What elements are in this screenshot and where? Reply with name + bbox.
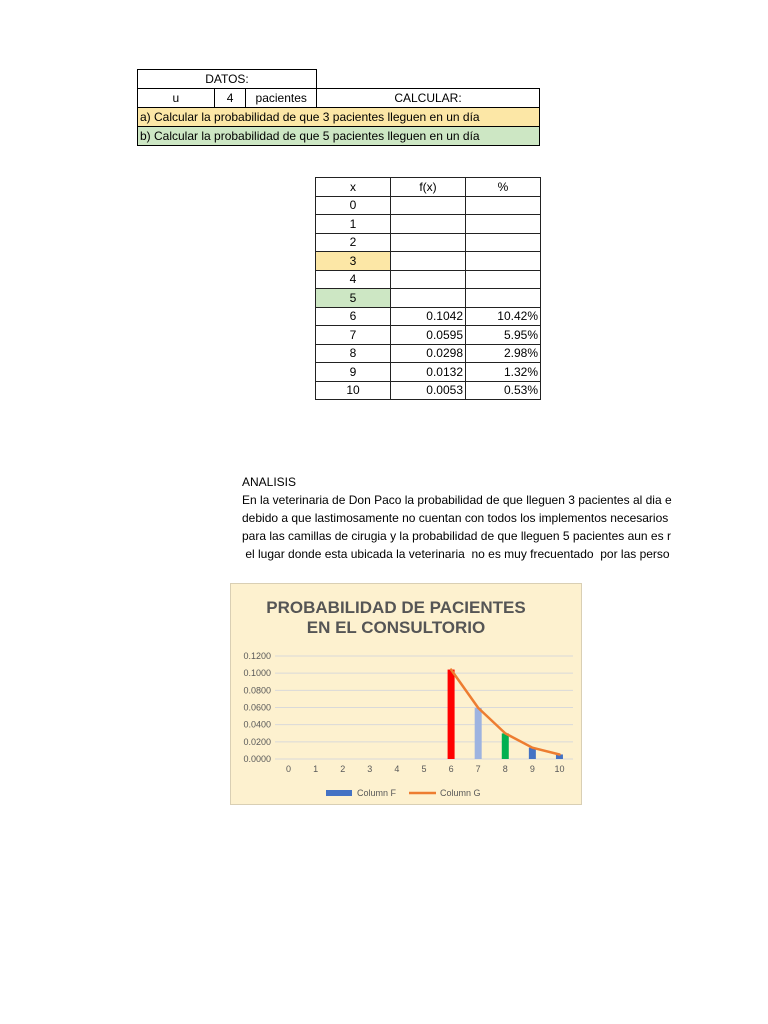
cell-fx[interactable] (391, 196, 466, 215)
probability-chart[interactable] (230, 583, 582, 805)
table-row (316, 252, 541, 271)
analysis-block (242, 473, 690, 563)
table-row (316, 270, 541, 289)
cell-fx[interactable]: 0.0053 (391, 381, 466, 400)
analysis-line[interactable]: para las camillas de cirugia y la probabilidad de que lleguen 5 pacientes aun es r (242, 529, 671, 543)
table-row (316, 344, 541, 363)
x-tick-label: 9 (529, 764, 535, 774)
var-unit-cell[interactable]: pacientes (246, 89, 317, 108)
cell-percent[interactable] (466, 270, 541, 289)
cell-fx[interactable] (391, 270, 466, 289)
cell-x[interactable]: 5 (316, 289, 391, 308)
x-tick-label: 6 (448, 764, 454, 774)
x-tick-label: 7 (475, 764, 481, 774)
table-row (316, 326, 541, 345)
bar (502, 733, 509, 759)
legend-label: Column G (440, 788, 481, 798)
x-tick-label: 0 (286, 764, 292, 774)
cell-x[interactable]: 1 (316, 215, 391, 234)
cell-percent[interactable] (466, 252, 541, 271)
cell-fx[interactable] (391, 289, 466, 308)
legend-swatch-bar (326, 790, 352, 796)
bar (475, 708, 482, 759)
x-tick-label: 5 (421, 764, 427, 774)
header-x[interactable]: x (316, 178, 391, 197)
y-tick-label: 0.0000 (243, 754, 271, 764)
task-a-cell[interactable]: a) Calcular la probabilidad de que 3 pacientes lleguen en un día (138, 108, 540, 127)
x-tick-label: 2 (340, 764, 346, 774)
y-tick-label: 0.1000 (243, 668, 271, 679)
y-tick-label: 0.0800 (243, 685, 271, 696)
analysis-line[interactable]: debido a que lastimosamente no cuentan con todos los implementos necesarios (242, 511, 669, 525)
cell-x[interactable]: 0 (316, 196, 391, 215)
cell-fx[interactable]: 0.1042 (391, 307, 466, 326)
cell-percent[interactable] (466, 233, 541, 252)
x-tick-label: 1 (313, 764, 319, 774)
cell-fx[interactable] (391, 233, 466, 252)
cell-x[interactable]: 4 (316, 270, 391, 289)
cell-percent[interactable] (466, 289, 541, 308)
cell-fx[interactable]: 0.0132 (391, 363, 466, 382)
analysis-line[interactable]: el lugar donde esta ubicada la veterinaria no es muy frecuentado por las perso (242, 547, 670, 561)
cell-x[interactable]: 7 (316, 326, 391, 345)
header-fx[interactable]: f(x) (391, 178, 466, 197)
table-row (316, 233, 541, 252)
analysis-heading[interactable]: ANALISIS (242, 475, 297, 489)
table-row (316, 307, 541, 326)
header-percent[interactable]: % (466, 178, 541, 197)
table-row (316, 196, 541, 215)
table-row (316, 381, 541, 400)
probability-table (315, 177, 541, 400)
var-label-cell[interactable]: u (138, 89, 215, 108)
datos-table (137, 69, 540, 146)
cell-percent[interactable]: 2.98% (466, 344, 541, 363)
cell-fx[interactable]: 0.0595 (391, 326, 466, 345)
var-value-cell[interactable]: 4 (214, 89, 246, 108)
y-tick-label: 0.0400 (243, 719, 271, 730)
cell-x[interactable]: 9 (316, 363, 391, 382)
cell-x[interactable]: 8 (316, 344, 391, 363)
cell-fx[interactable]: 0.0298 (391, 344, 466, 363)
y-tick-label: 0.1200 (243, 651, 271, 661)
chart-title-line: PROBABILIDAD DE PACIENTES (266, 598, 526, 617)
x-tick-label: 4 (394, 764, 400, 774)
cell-x[interactable]: 10 (316, 381, 391, 400)
table-row (316, 215, 541, 234)
cell-percent[interactable] (466, 215, 541, 234)
cell-percent[interactable] (466, 196, 541, 215)
x-tick-label: 8 (502, 764, 508, 774)
cell-x[interactable]: 2 (316, 233, 391, 252)
analysis-line[interactable]: En la veterinaria de Don Paco la probabilidad de que lleguen 3 pacientes al dia e (242, 493, 672, 507)
chart-plot-area (231, 584, 581, 804)
cell-fx[interactable] (391, 215, 466, 234)
cell-percent[interactable]: 1.32% (466, 363, 541, 382)
cell-x[interactable]: 3 (316, 252, 391, 271)
x-tick-label: 10 (554, 764, 565, 774)
y-tick-label: 0.0600 (243, 702, 271, 713)
table-row (316, 289, 541, 308)
task-b-cell[interactable]: b) Calcular la probabilidad de que 5 pacientes lleguen en un día (138, 127, 540, 146)
x-tick-label: 3 (367, 764, 373, 774)
cell-x[interactable]: 6 (316, 307, 391, 326)
legend-label: Column F (357, 788, 397, 798)
y-tick-label: 0.0200 (243, 736, 271, 747)
datos-header[interactable]: DATOS: (138, 70, 317, 89)
chart-title-line: EN EL CONSULTORIO (306, 618, 486, 637)
table-row (316, 363, 541, 382)
cell-percent[interactable]: 10.42% (466, 307, 541, 326)
cell-fx[interactable] (391, 252, 466, 271)
cell-percent[interactable]: 5.95% (466, 326, 541, 345)
calcular-cell[interactable]: CALCULAR: (317, 89, 540, 108)
cell-percent[interactable]: 0.53% (466, 381, 541, 400)
bar (448, 670, 455, 759)
